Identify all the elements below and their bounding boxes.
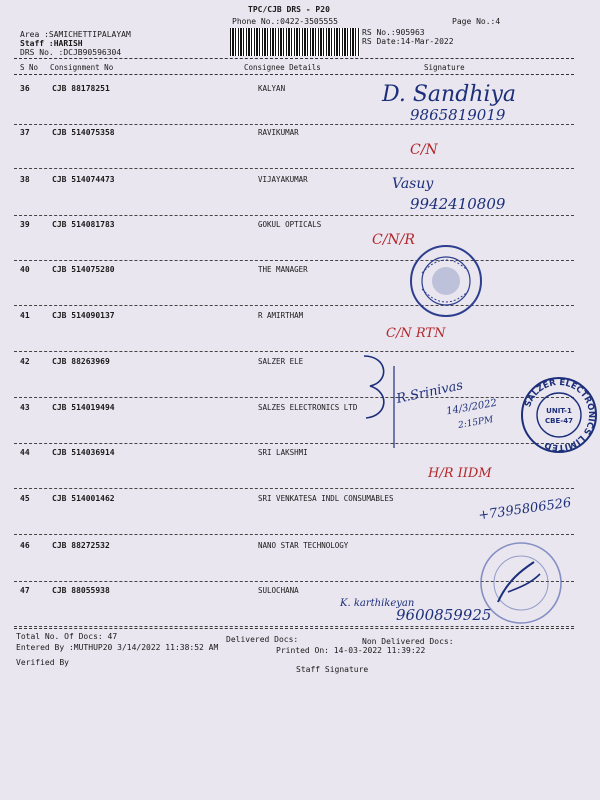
row-consignment: CJB 88263969 bbox=[52, 357, 110, 366]
row-consignee: VIJAYAKUMAR bbox=[258, 175, 308, 184]
rs-date: RS Date:14-Mar-2022 bbox=[362, 37, 454, 46]
row-consignee: SALZES ELECTRONICS LTD bbox=[258, 403, 358, 412]
row-sno: 47 bbox=[20, 586, 30, 595]
table-row bbox=[0, 311, 600, 357]
row-sno: 39 bbox=[20, 220, 30, 229]
staff-label: Staff :HARISH bbox=[20, 39, 83, 48]
bracket-mark bbox=[360, 352, 402, 452]
table-row bbox=[0, 403, 600, 449]
note-39: C/N/R bbox=[372, 232, 415, 248]
columns-divider bbox=[14, 74, 574, 75]
signature-43-time: 2:15PM bbox=[457, 414, 495, 432]
row-consignment: CJB 514036914 bbox=[52, 448, 115, 457]
row-consignment: CJB 514081783 bbox=[52, 220, 115, 229]
row-sno: 42 bbox=[20, 357, 30, 366]
row-consignee: R AMIRTHAM bbox=[258, 311, 304, 320]
area-label: Area :SAMICHETTIPALAYAM bbox=[20, 30, 131, 39]
row-consignment: CJB 88272532 bbox=[52, 541, 110, 550]
row-consignment: CJB 514090137 bbox=[52, 311, 115, 320]
row-consignee: SULOCHANA bbox=[258, 586, 299, 595]
row-consignment: CJB 88178251 bbox=[52, 84, 110, 93]
salzer-stamp-unit: UNIT-1 bbox=[546, 407, 572, 415]
row-consignee: GOKUL OPTICALS bbox=[258, 220, 322, 229]
delivered-docs: Delivered Docs: bbox=[226, 635, 299, 644]
signature-38-name: Vasuy bbox=[392, 176, 434, 192]
sheet-title: TPC/CJB DRS - P20 bbox=[248, 5, 330, 14]
header-divider bbox=[14, 58, 574, 59]
entered-by: Entered By :MUTHUP20 3/14/2022 11:38:52 AM bbox=[16, 643, 219, 652]
column-signature: Signature bbox=[424, 63, 465, 72]
staff-signature: Staff Signature bbox=[296, 665, 369, 674]
total-docs: Total No. Of Docs: 47 bbox=[16, 632, 118, 641]
row-divider bbox=[14, 168, 574, 169]
note-44: H/R IIDM bbox=[428, 466, 492, 481]
table-row bbox=[0, 265, 600, 311]
row-divider bbox=[14, 351, 574, 352]
row-sno: 44 bbox=[20, 448, 30, 457]
signature-47-name: K. karthikeyan bbox=[340, 598, 415, 609]
signature-36-phone: 9865819019 bbox=[410, 106, 506, 124]
row-consignee: SRI VENKATESA INDL CONSUMABLES bbox=[258, 494, 394, 503]
row-consignment: CJB 88055938 bbox=[52, 586, 110, 595]
salzer-stamp-code: CBE-47 bbox=[545, 417, 573, 425]
row-divider bbox=[14, 124, 574, 125]
table-row bbox=[0, 128, 600, 174]
note-41: C/N RTN bbox=[386, 326, 446, 341]
row-consignee: NANO STAR TECHNOLOGY bbox=[258, 541, 349, 550]
rs-number: RS No.:905963 bbox=[362, 28, 425, 37]
column-sno: S No bbox=[20, 63, 39, 72]
row-sno: 38 bbox=[20, 175, 30, 184]
row-divider bbox=[14, 260, 574, 261]
row-consignment: CJB 514001462 bbox=[52, 494, 115, 503]
salzer-stamp bbox=[519, 375, 599, 455]
column-consignment: Consignment No bbox=[50, 63, 114, 72]
footer-divider bbox=[14, 628, 574, 629]
signature-36-name: D. Sandhiya bbox=[382, 82, 517, 107]
signature-45-phone: +7395806526 bbox=[477, 495, 573, 524]
non-delivered-docs: Non Delivered Docs: bbox=[362, 637, 454, 646]
row-consignee: SRI LAKSHMI bbox=[258, 448, 308, 457]
row-sno: 41 bbox=[20, 311, 30, 320]
row-sno: 40 bbox=[20, 265, 30, 274]
column-consignee: Consignee Details bbox=[244, 63, 321, 72]
row-consignee: KALYAN bbox=[258, 84, 286, 93]
row-sno: 46 bbox=[20, 541, 30, 550]
company-stamp-round bbox=[408, 243, 484, 319]
barcode bbox=[230, 28, 360, 56]
row-divider bbox=[14, 215, 574, 216]
row-consignee: THE MANAGER bbox=[258, 265, 308, 274]
row-sno: 37 bbox=[20, 128, 30, 137]
verified-by: Verified By bbox=[16, 658, 69, 667]
row-consignee: RAVIKUMAR bbox=[258, 128, 299, 137]
table-row bbox=[0, 220, 600, 266]
signature-38-phone: 9942410809 bbox=[410, 195, 506, 213]
table-row bbox=[0, 448, 600, 494]
row-divider bbox=[14, 626, 574, 627]
company-stamp-faint bbox=[478, 540, 564, 626]
printed-on: Printed On: 14-03-2022 11:39:22 bbox=[276, 646, 426, 655]
note-37: C/N bbox=[410, 142, 438, 158]
row-divider bbox=[14, 305, 574, 306]
row-consignment: CJB 514075280 bbox=[52, 265, 115, 274]
signature-43-date: 14/3/2022 bbox=[445, 397, 498, 418]
page-number: Page No.:4 bbox=[452, 17, 501, 26]
signature-47-phone: 9600859925 bbox=[396, 606, 492, 624]
phone-number: Phone No.:0422-3505555 bbox=[232, 17, 338, 26]
signature-43-name: R.Srinivas bbox=[395, 378, 465, 407]
drs-number: DRS No. :DCJB90596304 bbox=[20, 48, 122, 57]
row-consignment: CJB 514074473 bbox=[52, 175, 115, 184]
row-divider bbox=[14, 443, 574, 444]
salzer-stamp-text: SALZER ELECTRONICS LIMITED bbox=[523, 377, 597, 453]
row-sno: 45 bbox=[20, 494, 30, 503]
row-sno: 36 bbox=[20, 84, 30, 93]
row-divider bbox=[14, 488, 574, 489]
table-row bbox=[0, 357, 600, 403]
table-row bbox=[0, 175, 600, 221]
row-sno: 43 bbox=[20, 403, 30, 412]
row-divider bbox=[14, 534, 574, 535]
row-consignment: CJB 514019494 bbox=[52, 403, 115, 412]
row-consignee: SALZER ELE bbox=[258, 357, 304, 366]
row-consignment: CJB 514075358 bbox=[52, 128, 115, 137]
